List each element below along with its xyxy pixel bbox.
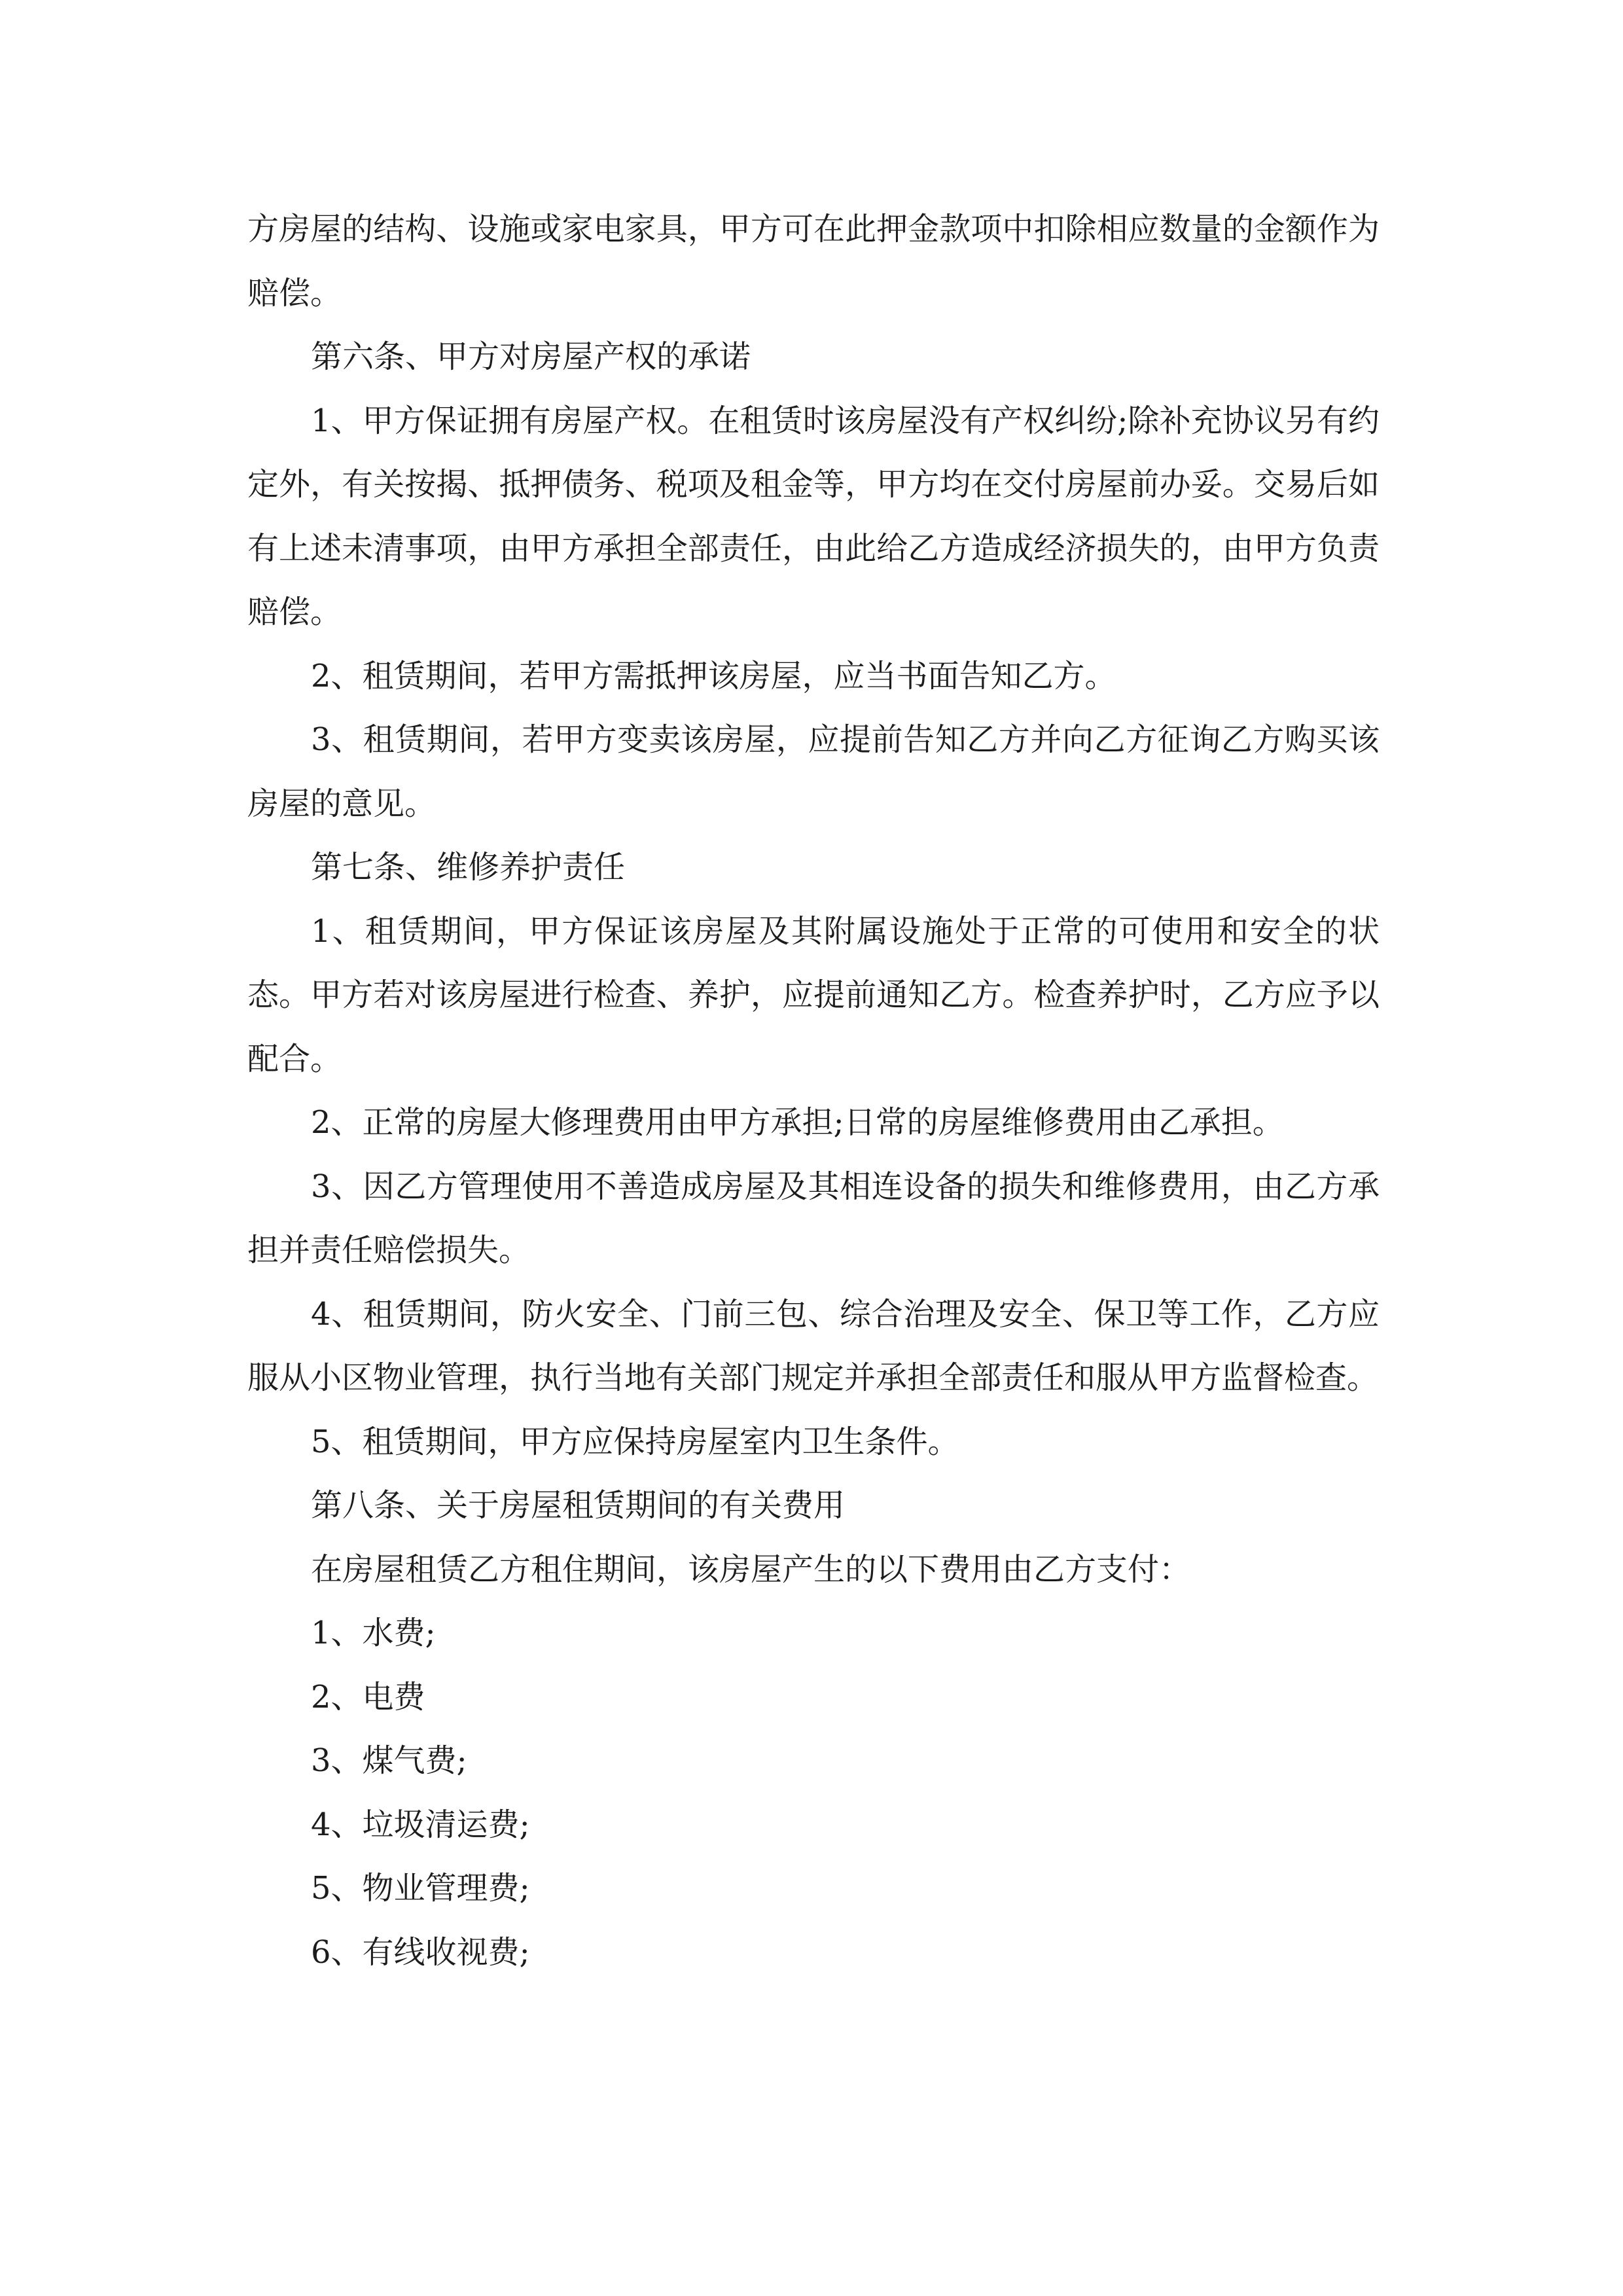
list-item-gas-fee: 3、煤气费; xyxy=(311,1742,467,1779)
list-item-property-management-fee: 5、物业管理费; xyxy=(311,1870,530,1907)
paragraph-article-7-item-3: 3、因乙方管理使用不善造成房屋及其相连设备的损失和维修费用，由乙方承担并责任赔偿损失。 xyxy=(247,1168,1380,1268)
list-item-cable-tv-fee: 6、有线收视费; xyxy=(311,1933,530,1971)
paragraph-article-7-item-5: 5、租赁期间，甲方应保持房屋室内卫生条件。 xyxy=(311,1423,959,1460)
paragraph-article-6-item-3: 3、租赁期间，若甲方变卖该房屋，应提前告知乙方并向乙方征询乙方购买该房屋的意见。 xyxy=(247,721,1380,822)
paragraph-deposit-deduction: 方房屋的结构、设施或家电家具，甲方可在此押金款项中扣除相应数量的金额作为赔偿。 xyxy=(247,211,1380,312)
heading-article-8: 第八条、关于房屋租赁期间的有关费用 xyxy=(311,1487,846,1524)
paragraph-article-7-item-2: 2、正常的房屋大修理费用由甲方承担;日常的房屋维修费用由乙承担。 xyxy=(311,1104,1284,1141)
paragraph-article-6-item-1: 1、甲方保证拥有房屋产权。在租赁时该房屋没有产权纠纷;除补充协议另有约定外，有关按揭、抵押债务、税项及租金等，甲方均在交付房屋前办妥。交易后如有上述未清事项，由甲方承担全部责任，由此给乙方造成经济损失的，由甲方负责赔偿。 xyxy=(247,402,1380,630)
heading-article-7: 第七条、维修养护责任 xyxy=(311,849,626,886)
list-item-garbage-fee: 4、垃圾清运费; xyxy=(311,1806,530,1843)
heading-article-6: 第六条、甲方对房屋产权的承诺 xyxy=(311,338,751,375)
paragraph-article-6-item-2: 2、租赁期间，若甲方需抵押该房屋，应当书面告知乙方。 xyxy=(311,657,1116,694)
document-body xyxy=(247,198,1380,1984)
paragraph-article-7-item-1: 1、租赁期间，甲方保证该房屋及其附属设施处于正常的可使用和安全的状态。甲方若对该房屋进行检查、养护，应提前通知乙方。检查养护时，乙方应予以配合。 xyxy=(247,912,1380,1077)
paragraph-article-8-intro: 在房屋租赁乙方租住期间，该房屋产生的以下费用由乙方支付： xyxy=(311,1551,1191,1588)
list-item-water-fee: 1、水费; xyxy=(311,1615,436,1651)
list-item-electricity-fee: 2、电费 xyxy=(311,1678,425,1715)
paragraph-article-7-item-4: 4、租赁期间，防火安全、门前三包、综合治理及安全、保卫等工作，乙方应服从小区物业管理，执行当地有关部门规定并承担全部责任和服从甲方监督检查。 xyxy=(247,1295,1380,1396)
